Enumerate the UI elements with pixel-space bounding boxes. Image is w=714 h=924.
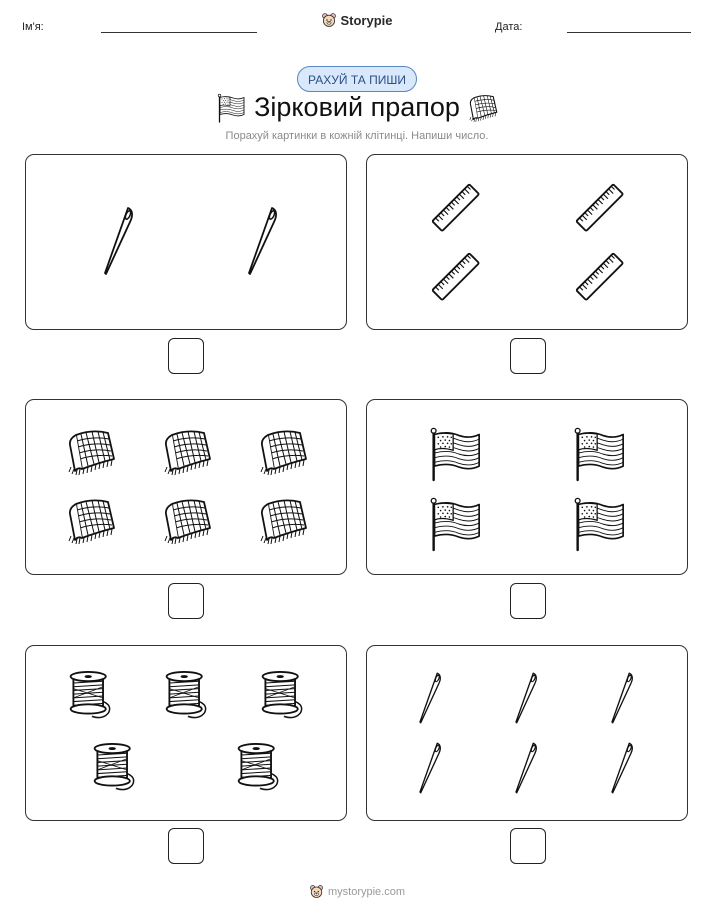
flag-icon bbox=[573, 426, 625, 482]
brand-logo bbox=[0, 12, 714, 28]
ruler-icon bbox=[428, 249, 484, 305]
ruler-icon bbox=[572, 180, 628, 236]
spool-icon bbox=[234, 742, 284, 794]
flag-icon bbox=[429, 496, 481, 552]
count-card-2 bbox=[366, 154, 688, 330]
count-card-6 bbox=[366, 645, 688, 821]
spool-icon bbox=[66, 670, 116, 722]
count-card-5 bbox=[25, 645, 347, 821]
bear-icon bbox=[321, 12, 337, 28]
needle-icon bbox=[510, 670, 540, 726]
needle-icon bbox=[606, 740, 636, 796]
quilt-icon bbox=[66, 427, 116, 477]
needle-icon bbox=[414, 740, 444, 796]
footer bbox=[0, 884, 714, 899]
answer-box-2[interactable] bbox=[510, 338, 546, 374]
answer-box-4[interactable] bbox=[510, 583, 546, 619]
quilt-icon bbox=[162, 496, 212, 546]
date-label: Дата: bbox=[495, 21, 523, 33]
name-line[interactable] bbox=[101, 32, 257, 33]
instructions: Порахуй картинки в кожній клітинці. Напиши число. bbox=[225, 130, 489, 142]
needle-icon bbox=[414, 670, 444, 726]
answer-box-3[interactable] bbox=[168, 583, 204, 619]
needle-icon bbox=[510, 740, 540, 796]
quilt-icon bbox=[258, 496, 308, 546]
date-line[interactable] bbox=[567, 32, 691, 33]
quilt-icon bbox=[467, 93, 499, 123]
ruler-icon bbox=[572, 249, 628, 305]
needle-icon bbox=[241, 205, 281, 277]
count-card-3 bbox=[25, 399, 347, 575]
brand-name: Storypie bbox=[340, 12, 393, 28]
activity-badge: РАХУЙ ТА ПИШИ bbox=[297, 66, 417, 92]
ruler-icon bbox=[428, 180, 484, 236]
needle-icon bbox=[97, 205, 137, 277]
quilt-icon bbox=[258, 427, 308, 477]
spool-icon bbox=[90, 742, 140, 794]
quilt-icon bbox=[66, 496, 116, 546]
answer-box-5[interactable] bbox=[168, 828, 204, 864]
spool-icon bbox=[162, 670, 212, 722]
name-label: Ім'я: bbox=[22, 21, 44, 33]
count-card-1 bbox=[25, 154, 347, 330]
needle-icon bbox=[606, 670, 636, 726]
answer-box-6[interactable] bbox=[510, 828, 546, 864]
quilt-icon bbox=[162, 427, 212, 477]
bear-icon bbox=[309, 884, 324, 899]
answer-box-1[interactable] bbox=[168, 338, 204, 374]
count-card-4 bbox=[366, 399, 688, 575]
spool-icon bbox=[258, 670, 308, 722]
footer-site: mystorypie.com bbox=[327, 885, 406, 898]
flag-icon bbox=[429, 426, 481, 482]
page-title: Зірковий прапор bbox=[254, 92, 460, 122]
flag-icon bbox=[573, 496, 625, 552]
